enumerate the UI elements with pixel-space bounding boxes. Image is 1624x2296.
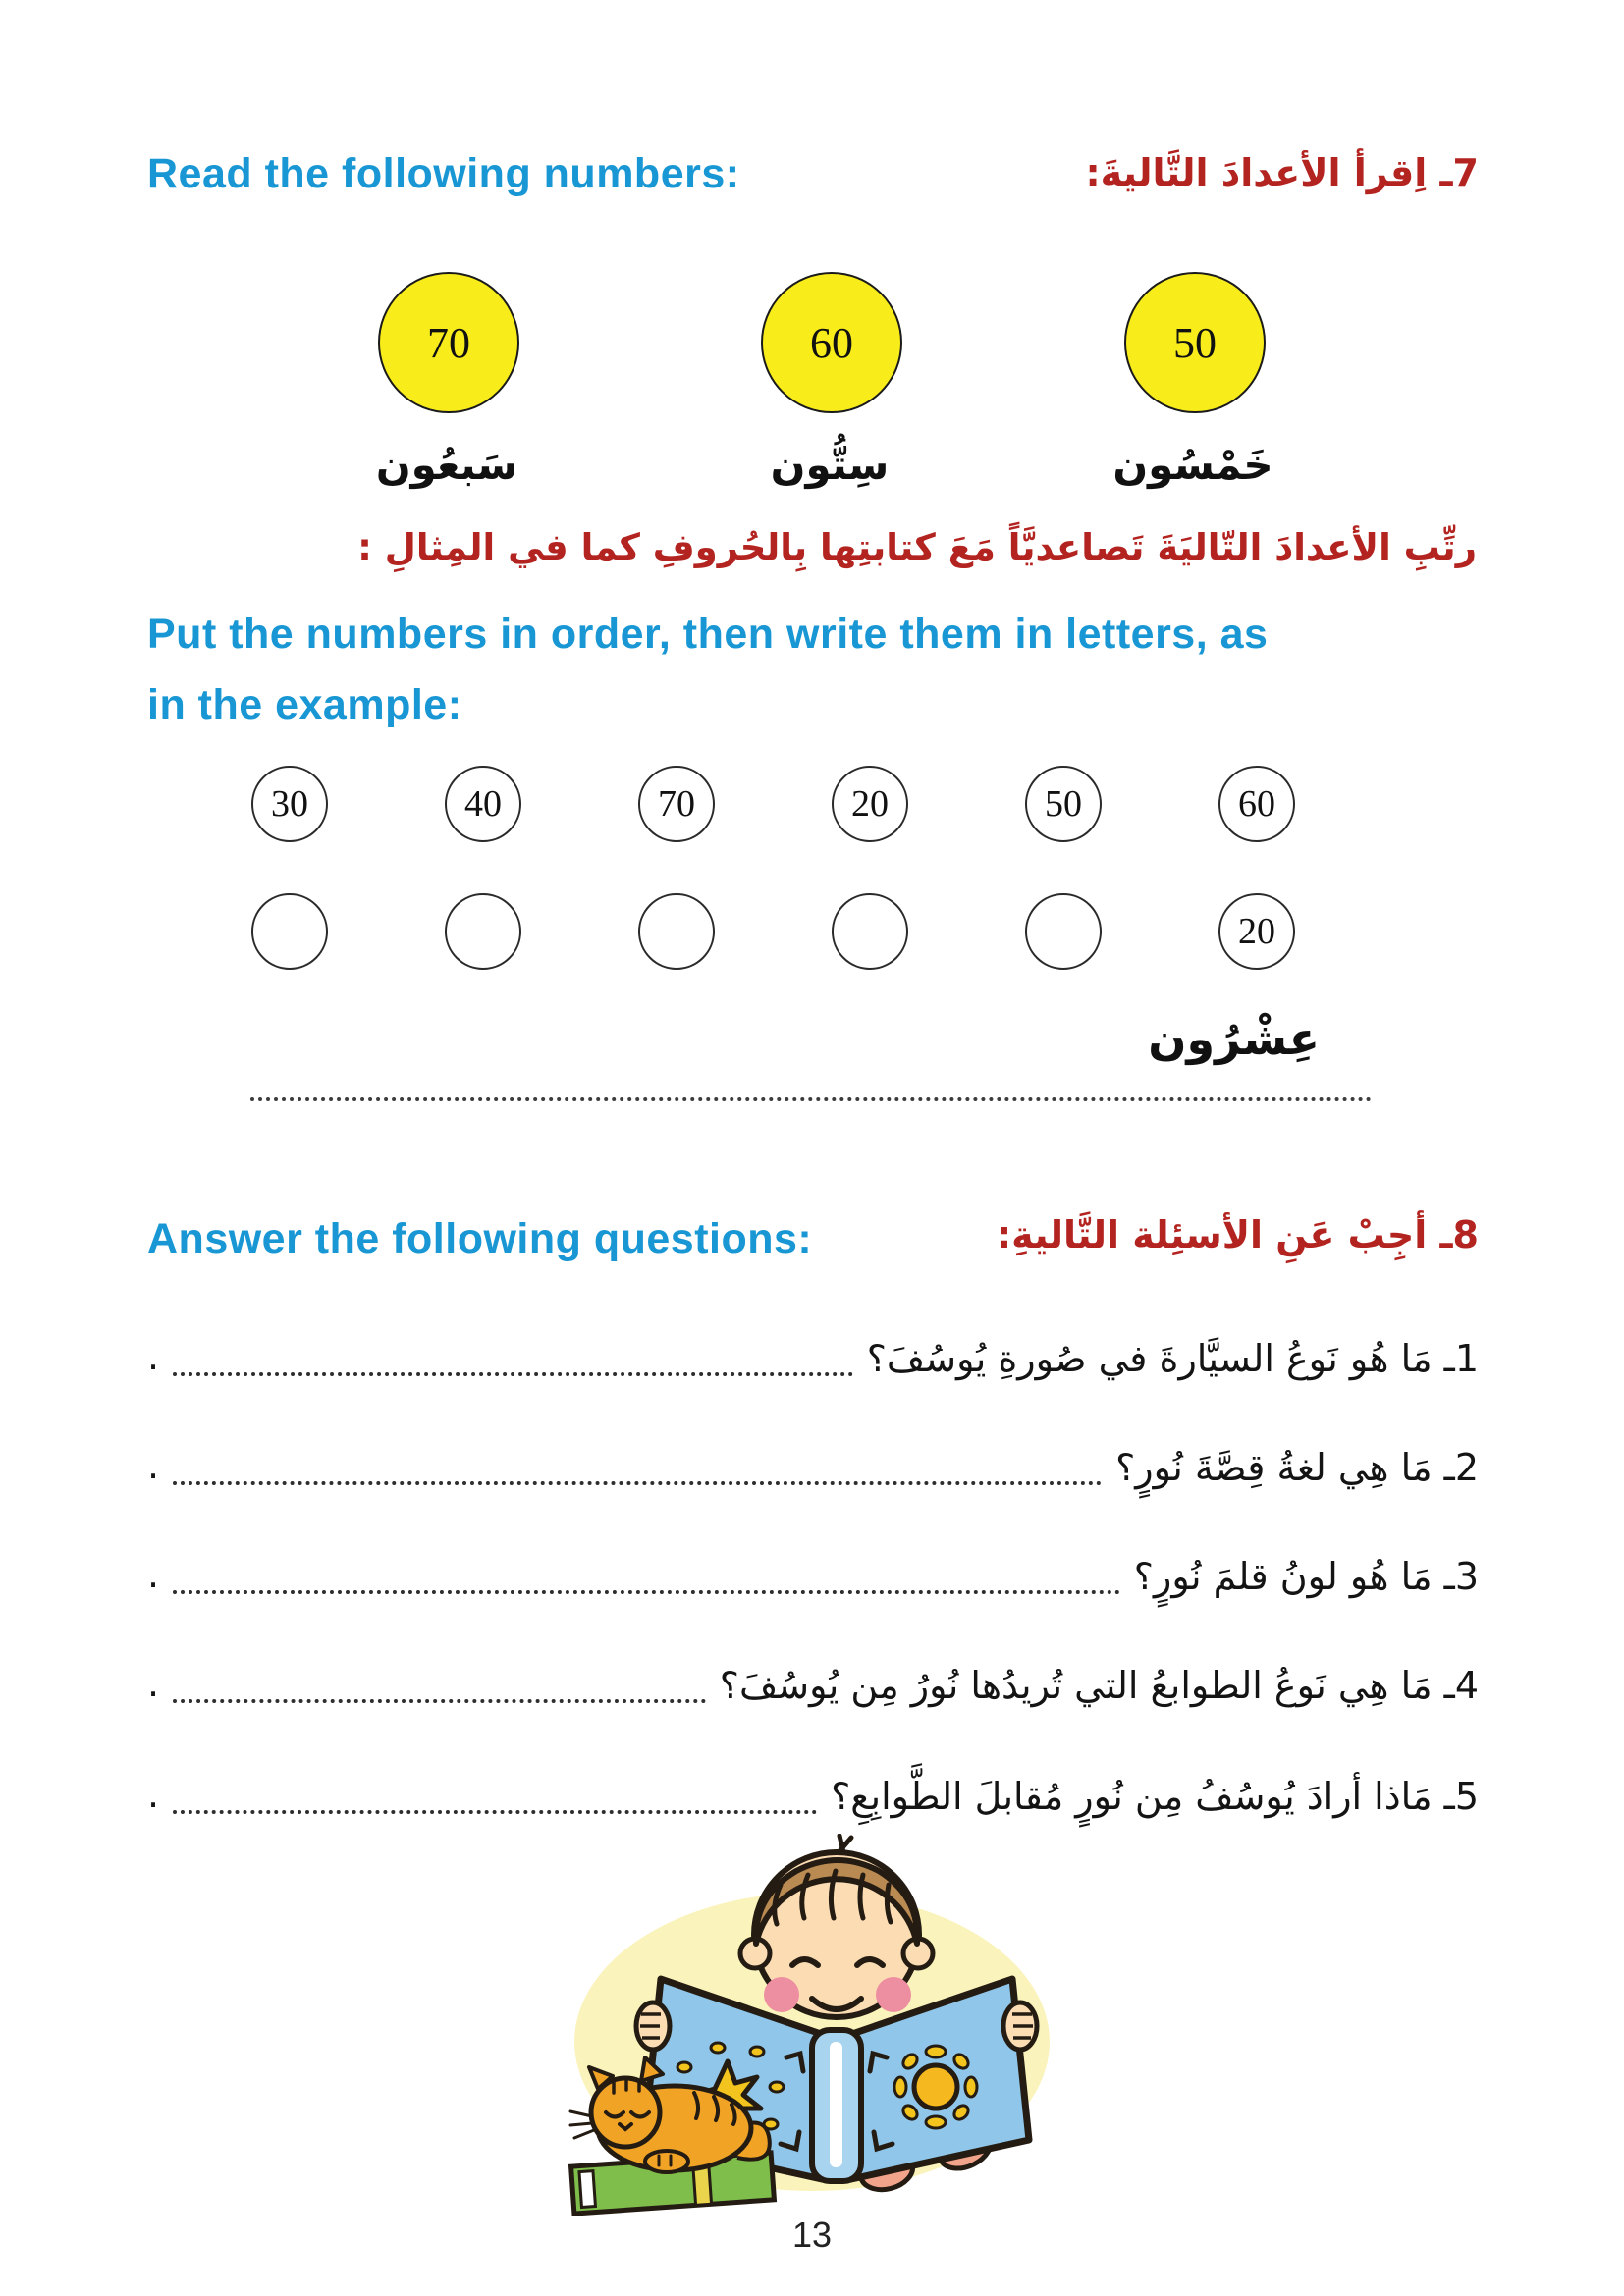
question-3-period: . xyxy=(147,1553,160,1597)
question-1-text: 1ـ مَا هُو نَوعُ السيَّارةَ في صُورةِ يُوسُفَ؟ xyxy=(866,1337,1479,1381)
question-2 xyxy=(147,1424,1479,1497)
section7-title-arabic: 7ـ اِقرأ الأعدادَ التَّاليةَ: xyxy=(1085,151,1479,194)
answer-circle-example-20 xyxy=(1218,893,1295,970)
page-number: 13 xyxy=(791,2215,833,2255)
question-1 xyxy=(147,1315,1479,1388)
boy-reading-book-with-cat-illustration xyxy=(545,1834,1075,2218)
question-4-text: 4ـ مَا هِي نَوعُ الطوابعُ التي تُريدُها نُورُ مِن يُوسُفَ؟ xyxy=(719,1664,1479,1708)
answer-circle-3[interactable] xyxy=(638,893,715,970)
example-answer-twenty-arabic: عِشْرُون xyxy=(1148,1012,1320,1065)
source-circle-50 xyxy=(1025,766,1102,842)
yellow-circle-60 xyxy=(761,272,902,413)
question-2-text: 2ـ مَا هِي لغةُ قِصَّةَ نُورٍ؟ xyxy=(1115,1446,1479,1490)
source-circle-60 xyxy=(1218,766,1295,842)
question-3-text: 3ـ مَا هُو لونُ قلمَ نُورٍ؟ xyxy=(1133,1555,1479,1599)
question-5 xyxy=(147,1753,1479,1826)
source-circle-70-value: 70 xyxy=(658,783,695,825)
source-circle-30 xyxy=(251,766,328,842)
section7-title-english: Read the following numbers: xyxy=(147,150,740,197)
yellow-circle-50 xyxy=(1124,272,1266,413)
writing-answer-line[interactable] xyxy=(250,1097,1372,1101)
source-circle-60-value: 60 xyxy=(1238,783,1275,825)
answer-circle-example-20-value: 20 xyxy=(1238,911,1275,952)
answer-circle-5[interactable] xyxy=(1025,893,1102,970)
source-circle-50-value: 50 xyxy=(1045,783,1082,825)
yellow-circle-50-value: 50 xyxy=(1173,318,1217,367)
ordering-instruction-arabic: رتِّبِ الأعدادَ التّاليَةَ تَصاعديَّاً مَعَ كتابتِها بِالحُروفِ كما في المِثالِ : xyxy=(357,526,1477,568)
word-seventy-arabic: سَبعُون xyxy=(375,441,518,489)
question-4-period: . xyxy=(147,1662,160,1706)
question-4-answer-line[interactable] xyxy=(173,1699,706,1703)
question-4 xyxy=(147,1642,1479,1715)
source-circle-20-value: 20 xyxy=(851,783,889,825)
question-5-period: . xyxy=(147,1773,160,1817)
question-2-answer-line[interactable] xyxy=(173,1481,1102,1485)
ordering-instruction-english-line1: Put the numbers in order, then write them in letters, as xyxy=(147,611,1269,658)
yellow-circle-70 xyxy=(378,272,519,413)
source-circle-40-value: 40 xyxy=(464,783,502,825)
answer-circle-2[interactable] xyxy=(445,893,521,970)
source-circle-70 xyxy=(638,766,715,842)
section8-title-english: Answer the following questions: xyxy=(147,1215,813,1262)
answer-circle-1[interactable] xyxy=(251,893,328,970)
ordering-instruction-english-line2: in the example: xyxy=(147,681,462,728)
section8-title-arabic: 8ـ أجِبْ عَنِ الأسئِلة التَّاليةِ: xyxy=(996,1213,1479,1256)
word-sixty-arabic: سِتُّون xyxy=(770,441,890,489)
question-5-text: 5ـ مَاذا أرادَ يُوسُفُ مِن نُورٍ مُقابلَ الطَّوابِعِ؟ xyxy=(831,1775,1479,1819)
question-1-answer-line[interactable] xyxy=(173,1372,853,1376)
illustration-svg xyxy=(545,1834,1075,2218)
yellow-circle-60-value: 60 xyxy=(810,318,853,367)
source-circle-20 xyxy=(832,766,908,842)
source-circle-40 xyxy=(445,766,521,842)
question-2-period: . xyxy=(147,1444,160,1488)
question-1-period: . xyxy=(147,1335,160,1379)
question-3 xyxy=(147,1533,1479,1606)
question-5-answer-line[interactable] xyxy=(173,1810,817,1814)
word-fifty-arabic: خَمْسُون xyxy=(1112,441,1273,489)
question-3-answer-line[interactable] xyxy=(173,1590,1120,1594)
source-circle-30-value: 30 xyxy=(271,783,308,825)
yellow-circle-70-value: 70 xyxy=(427,318,470,367)
answer-circle-4[interactable] xyxy=(832,893,908,970)
